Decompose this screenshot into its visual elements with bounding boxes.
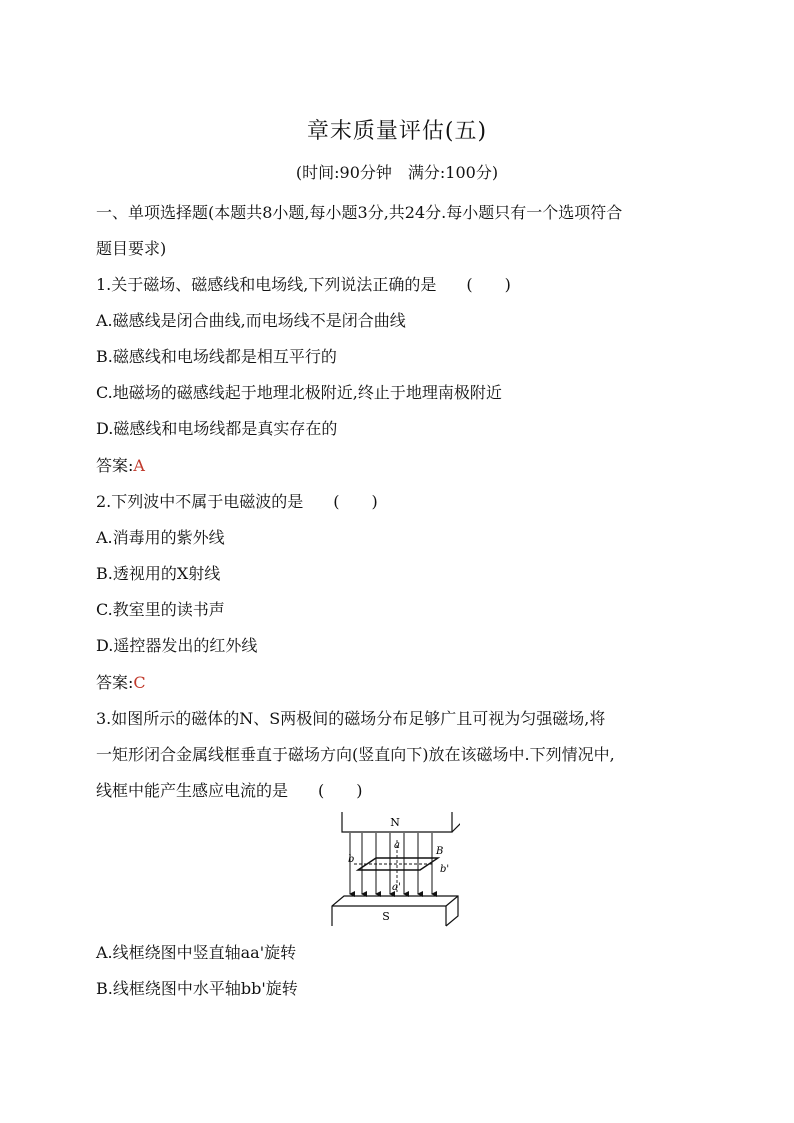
- q1-option-b: B.磁感线和电场线都是相互平行的: [96, 347, 337, 366]
- north-pole: [342, 812, 460, 832]
- page-title: 章末质量评估(五): [306, 119, 488, 144]
- label-B: B: [436, 846, 444, 857]
- section-heading-line-1: 一、单项选择题(本题共8小题,每小题3分,共24分.每小题只有一个选项符合: [96, 203, 623, 222]
- q2-option-b: B.透视用的X射线: [96, 564, 221, 583]
- label-a-prime: a': [392, 882, 401, 893]
- q2-option-a: A.消毒用的紫外线: [96, 528, 225, 547]
- q3-option-b: B.线框绕图中水平轴bb'旋转: [96, 979, 298, 998]
- q1-answer: [96, 453, 145, 476]
- label-a: a: [394, 840, 400, 851]
- question-2-stem: [96, 489, 378, 512]
- question-3-stem-line-2: 一矩形闭合金属线框垂直于磁场方向(竖直向下)放在该磁场中.下列情况中,: [96, 745, 615, 764]
- q1-option-d: D.磁感线和电场线都是真实存在的: [96, 419, 338, 438]
- n-label: N: [390, 816, 400, 829]
- label-b: b: [348, 854, 355, 865]
- answer-label: 答案:: [96, 456, 134, 475]
- question-1-stem: [96, 272, 511, 295]
- magnetic-field-lines: [350, 833, 432, 894]
- q1-option-a: A.磁感线是闭合曲线,而电场线不是闭合曲线: [96, 311, 406, 330]
- answer-value: A: [133, 456, 145, 475]
- question-1-text: 1.关于磁场、磁感线和电场线,下列说法正确的是: [96, 275, 437, 294]
- answer-value: C: [133, 673, 146, 692]
- q2-option-d: D.遥控器发出的红外线: [96, 636, 258, 655]
- south-pole: [332, 896, 458, 926]
- section-heading-line-2: 题目要求): [96, 239, 167, 258]
- magnet-loop-figure: [330, 810, 460, 928]
- answer-blank: ( ): [318, 781, 363, 800]
- answer-blank: ( ): [466, 275, 511, 294]
- question-3-text: 线框中能产生感应电流的是: [96, 781, 289, 800]
- answer-label: 答案:: [96, 673, 134, 692]
- label-b-prime: b': [440, 864, 450, 875]
- question-3-stem-line-3: [96, 778, 363, 801]
- q3-option-a: A.线框绕图中竖直轴aa'旋转: [96, 943, 297, 962]
- answer-blank: ( ): [333, 492, 378, 511]
- s-label: S: [382, 910, 390, 923]
- q1-option-c: C.地磁场的磁感线起于地理北极附近,终止于地理南极附近: [96, 383, 502, 402]
- question-3-stem-line-1: 3.如图所示的磁体的N、S两极间的磁场分布足够广且可视为匀强磁场,将: [96, 709, 606, 728]
- question-2-text: 2.下列波中不属于电磁波的是: [96, 492, 304, 511]
- q2-answer: [96, 670, 146, 693]
- exam-info: (时间:90分钟 满分:100分): [295, 163, 499, 182]
- q2-option-c: C.教室里的读书声: [96, 600, 225, 619]
